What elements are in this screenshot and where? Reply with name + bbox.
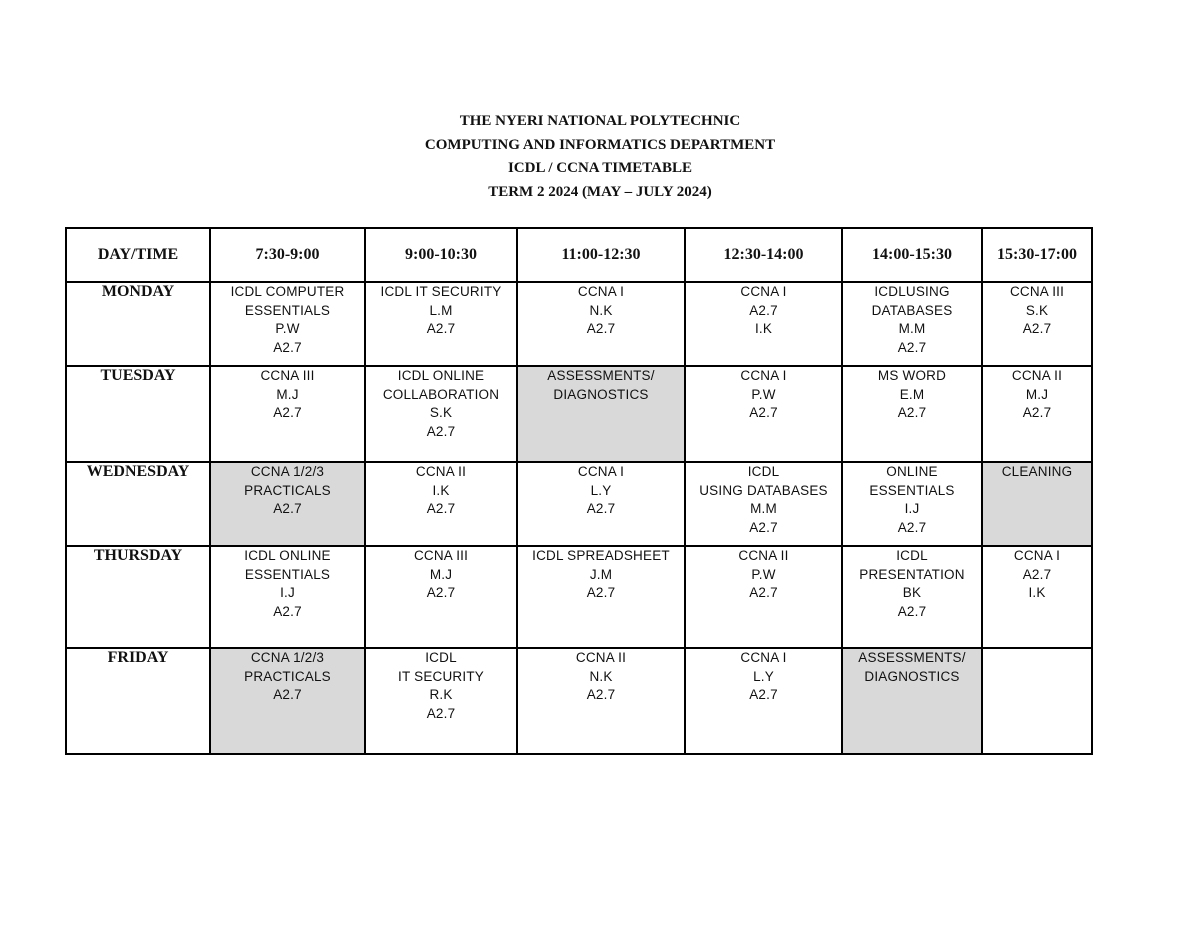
document-heading xyxy=(0,110,1200,204)
session-line: CCNA II xyxy=(575,650,627,665)
session-line: S.K xyxy=(1025,302,1049,318)
session-line: I.K xyxy=(432,482,450,498)
session-line: N.K xyxy=(589,302,613,318)
day-label: MONDAY xyxy=(66,282,210,366)
session-cell xyxy=(685,648,842,754)
session-line: A2.7 xyxy=(426,501,456,516)
day-label: FRIDAY xyxy=(66,648,210,754)
session-cell xyxy=(210,462,365,546)
day-label: WEDNESDAY xyxy=(66,462,210,546)
session-cell xyxy=(685,282,842,366)
session-line: ICDL xyxy=(747,464,780,479)
session-line: ICDL ONLINE xyxy=(397,368,485,383)
session-line: A2.7 xyxy=(586,321,616,336)
session-line: ICDL xyxy=(896,548,928,563)
session-cell xyxy=(365,366,517,462)
session-line: A2.7 xyxy=(897,405,927,420)
session-cell xyxy=(210,648,365,754)
session-line: CCNA III xyxy=(413,548,469,563)
session-cell xyxy=(210,282,365,366)
session-line: ESSENTIALS xyxy=(869,482,955,498)
session-line: DIAGNOSTICS xyxy=(864,668,960,684)
session-line: A2.7 xyxy=(1022,405,1052,420)
time-header: 15:30-17:00 xyxy=(982,228,1092,282)
session-line: ICDL SPREADSHEET xyxy=(532,548,670,563)
session-line: M.J xyxy=(276,386,299,402)
table-row xyxy=(66,648,1092,754)
session-line: MS WORD xyxy=(877,368,947,383)
session-line: ICDLUSING xyxy=(874,284,950,299)
session-cell xyxy=(517,282,685,366)
session-line: A2.7 xyxy=(273,501,302,516)
session-line: I.K xyxy=(1028,585,1046,600)
session-cell xyxy=(842,282,982,366)
session-line: A2.7 xyxy=(273,687,302,702)
session-line: M.J xyxy=(1025,386,1049,402)
session-line: A2.7 xyxy=(897,339,927,355)
session-cell xyxy=(982,462,1092,546)
session-line: ICDL COMPUTER xyxy=(230,284,345,299)
session-cell xyxy=(842,366,982,462)
session-line: P.W xyxy=(751,386,776,402)
session-line: P.W xyxy=(751,566,776,582)
session-line: L.Y xyxy=(590,482,612,498)
table-row xyxy=(66,282,1092,366)
session-line: DATABASES xyxy=(871,302,953,318)
session-cell xyxy=(982,282,1092,366)
session-line: E.M xyxy=(899,386,925,402)
session-line: L.Y xyxy=(753,668,774,684)
session-line: A2.7 xyxy=(749,687,778,702)
session-line: A2.7 xyxy=(897,519,927,535)
session-line: M.J xyxy=(429,566,453,582)
session-line: A2.7 xyxy=(586,585,616,600)
session-line: A2.7 xyxy=(426,705,456,721)
institution-title: THE NYERI NATIONAL POLYTECHNIC xyxy=(459,113,741,129)
session-line: CCNA III xyxy=(1009,284,1065,299)
session-line: S.K xyxy=(429,405,453,420)
session-line: IT SECURITY xyxy=(398,668,484,684)
session-line: CCNA II xyxy=(738,548,789,563)
session-line: A2.7 xyxy=(273,405,302,420)
session-line: PRESENTATION xyxy=(859,566,965,582)
session-line: A2.7 xyxy=(426,321,456,336)
session-line: R.K xyxy=(429,687,453,702)
session-line: M.M xyxy=(750,501,777,516)
session-line: I.J xyxy=(904,501,920,516)
session-line: CCNA I xyxy=(740,650,787,665)
session-line: CLEANING xyxy=(1001,464,1073,479)
session-line: USING DATABASES xyxy=(699,482,828,498)
session-line: J.M xyxy=(589,566,613,582)
session-line: COLLABORATION xyxy=(382,386,500,402)
session-line: A2.7 xyxy=(749,519,778,535)
session-line: I.J xyxy=(280,585,295,600)
session-line: CCNA I xyxy=(577,464,625,479)
session-line: ESSENTIALS xyxy=(244,302,331,318)
session-line: CCNA I xyxy=(740,284,787,299)
session-line: CCNA 1/2/3 xyxy=(250,650,325,665)
session-line: CCNA I xyxy=(577,284,625,299)
time-header: 12:30-14:00 xyxy=(685,228,842,282)
table-row xyxy=(66,462,1092,546)
session-cell xyxy=(982,366,1092,462)
session-line: CCNA III xyxy=(260,368,315,383)
timetable-title: ICDL / CCNA TIMETABLE xyxy=(507,160,693,176)
timetable xyxy=(65,227,1093,755)
session-cell xyxy=(842,648,982,754)
session-cell xyxy=(517,366,685,462)
session-cell xyxy=(365,282,517,366)
session-cell xyxy=(365,546,517,648)
session-cell xyxy=(210,366,365,462)
header-row xyxy=(66,228,1092,282)
term-title: TERM 2 2024 (MAY – JULY 2024) xyxy=(488,183,712,200)
session-line: BK xyxy=(902,585,922,600)
session-line: A2.7 xyxy=(273,603,302,619)
session-line: CCNA 1/2/3 xyxy=(250,464,325,479)
session-cell xyxy=(982,648,1092,754)
session-line: A2.7 xyxy=(586,501,616,516)
session-line: A2.7 xyxy=(749,405,778,420)
time-header: 11:00-12:30 xyxy=(517,228,685,282)
session-line: ONLINE xyxy=(886,464,938,479)
day-label: THURSDAY xyxy=(66,546,210,648)
session-line: PRACTICALS xyxy=(244,482,331,498)
session-line: ICDL IT SECURITY xyxy=(380,284,502,299)
session-line: A2.7 xyxy=(1022,321,1052,336)
time-header: 7:30-9:00 xyxy=(210,228,365,282)
session-line: CCNA II xyxy=(415,464,467,479)
session-line: ESSENTIALS xyxy=(244,566,331,582)
session-cell xyxy=(517,462,685,546)
session-cell xyxy=(685,546,842,648)
day-label: TUESDAY xyxy=(66,366,210,462)
session-cell xyxy=(517,648,685,754)
session-line: A2.7 xyxy=(586,687,616,702)
session-line: A2.7 xyxy=(426,423,456,439)
session-line: PRACTICALS xyxy=(244,668,331,684)
session-cell xyxy=(210,546,365,648)
corner-header: DAY/TIME xyxy=(66,228,210,282)
session-line: A2.7 xyxy=(426,585,456,600)
session-cell xyxy=(982,546,1092,648)
session-line: CCNA I xyxy=(1013,548,1061,563)
session-line: CCNA I xyxy=(740,368,787,383)
session-cell xyxy=(365,462,517,546)
session-line: N.K xyxy=(589,668,613,684)
time-header: 9:00-10:30 xyxy=(365,228,517,282)
session-line: M.M xyxy=(898,321,926,336)
session-cell xyxy=(365,648,517,754)
session-line: ICDL xyxy=(425,650,457,665)
session-line: ASSESSMENTS/ xyxy=(858,650,966,665)
table-row xyxy=(66,546,1092,648)
session-line: P.W xyxy=(275,321,300,336)
session-line: A2.7 xyxy=(749,585,778,600)
time-header: 14:00-15:30 xyxy=(842,228,982,282)
session-line: ICDL ONLINE xyxy=(244,548,331,563)
session-line: A2.7 xyxy=(897,603,927,619)
session-line: ASSESSMENTS/ xyxy=(547,368,655,383)
table-row xyxy=(66,366,1092,462)
session-line: A2.7 xyxy=(273,339,302,355)
session-line: A2.7 xyxy=(749,302,778,318)
department-title: COMPUTING AND INFORMATICS DEPARTMENT xyxy=(424,136,776,153)
session-cell xyxy=(842,546,982,648)
session-line: A2.7 xyxy=(1022,566,1052,582)
session-cell xyxy=(842,462,982,546)
session-line: I.K xyxy=(754,321,773,336)
session-cell xyxy=(517,546,685,648)
session-cell xyxy=(685,366,842,462)
session-line: CCNA II xyxy=(1011,368,1063,383)
session-line: L.M xyxy=(429,302,453,318)
session-line: DIAGNOSTICS xyxy=(553,386,649,402)
session-cell xyxy=(685,462,842,546)
